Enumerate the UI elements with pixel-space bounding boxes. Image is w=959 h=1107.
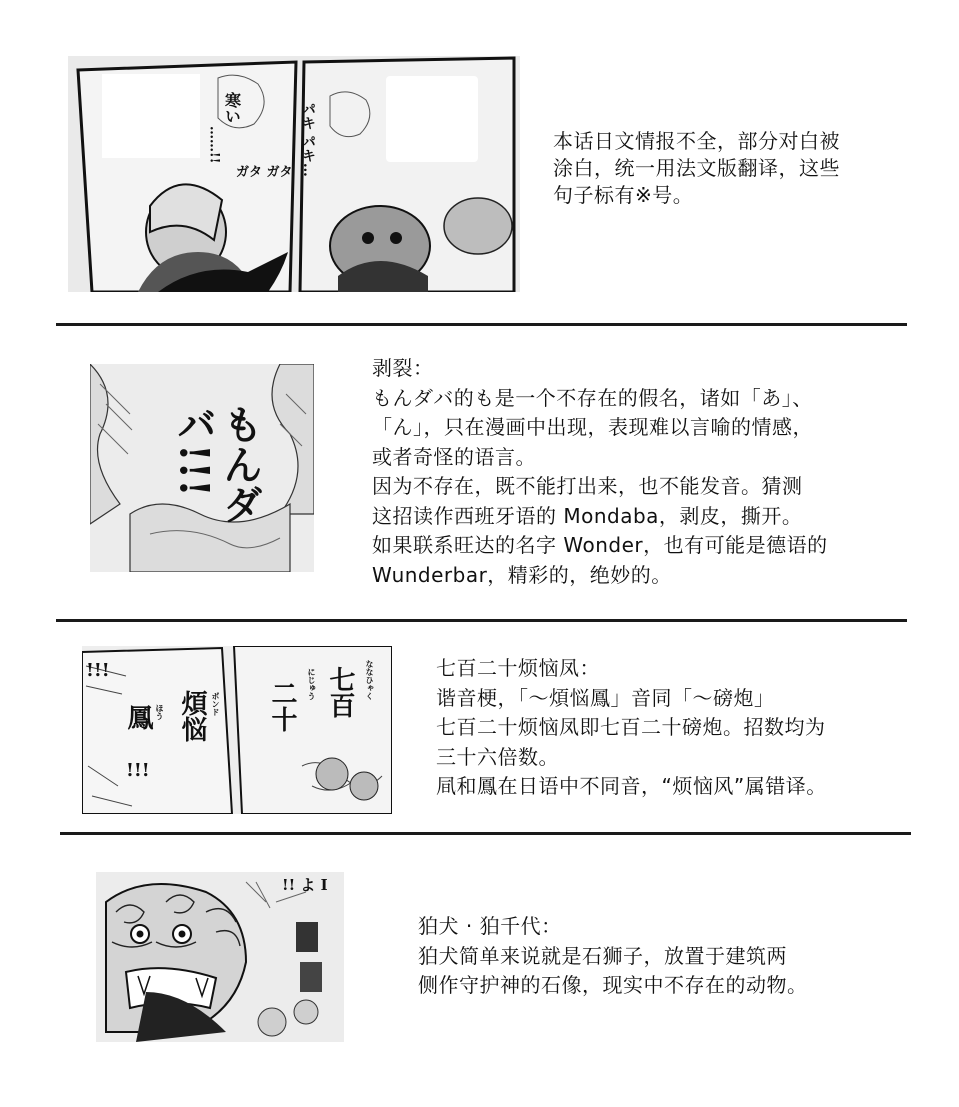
manga-panel-cold-scene (68, 56, 520, 292)
note-line: 涂白，统一用法文版翻译，这些 (553, 156, 840, 180)
exclaim-text-left: !!! (86, 660, 110, 681)
attack-text-bonno: 煩悩 (177, 690, 207, 742)
note-line: 谐音梗，「～煩悩鳳」音同「～磅炮」 (436, 685, 775, 710)
sfx-ba-text: バ!!! (170, 404, 218, 497)
note-line: 狛犬简单来说就是石狮子，放置于建筑两 (418, 943, 787, 968)
note-intro (553, 128, 840, 209)
note-mondaba (372, 354, 828, 590)
note-line: 如果联系旺达的名字 Wonder，也有可能是德语的 (372, 533, 828, 557)
sfx-mondaba-text: もんダ (216, 404, 264, 524)
note-line: 侧作守护神的石像，现实中不存在的动物。 (418, 973, 808, 997)
note-line: 或者奇怪的语言。 (372, 444, 536, 469)
note-line: 因为不存在，既不能打出来，也不能发音。猜测 (372, 474, 803, 498)
ruby-text-nijuu: にじゅう (307, 668, 317, 700)
sfx-gata-text: ガタ ガタ (236, 165, 293, 180)
ruby-text-bond: ボンド (211, 692, 221, 716)
note-line: 「ん」，只在漫画中出现，表现难以言喻的情感， (372, 415, 813, 439)
section-divider (56, 619, 907, 622)
note-line: もんダバ的も是一个不存在的假名，诸如「あ」、 (372, 385, 813, 410)
ruby-text-nanahyaku: ななひゃく (365, 660, 375, 700)
attack-text-ho: 鳳 (123, 704, 153, 730)
attack-text-nijuu: 二十 (267, 680, 297, 732)
note-heading: 剥裂： (372, 356, 434, 380)
sfx-cold-text: 寒い (222, 92, 242, 124)
note-line: 三十六倍数。 (436, 744, 559, 769)
manga-panel-3-art (82, 646, 392, 814)
manga-panel-4-art (96, 872, 344, 1042)
note-heading: 狛犬 · 狛千代： (418, 914, 562, 938)
note-line: 句子标有※号。 (553, 183, 694, 207)
manga-panel-2-art (90, 364, 314, 572)
note-line: 七百二十烦恼凤即七百二十磅炮。招数均为 (436, 715, 826, 739)
exclaim-text-bottom: !!! (126, 760, 150, 781)
sfx-piki-text: パキ パキ… (300, 102, 316, 177)
manga-panel-mondaba (90, 364, 314, 572)
note-komainu (418, 912, 808, 1001)
note-720-bonno (436, 654, 827, 802)
manga-panel-1-art (68, 56, 520, 292)
note-line: 本话日文情报不全，部分对白被 (553, 129, 840, 153)
note-line: 凬和鳳在日语中不同音，“烦恼风”属错译。 (436, 774, 827, 798)
ruby-text-ho: ほう (155, 704, 165, 720)
sfx-dots-text: ……!! (206, 126, 222, 164)
sfx-top-text: !! よ I (282, 876, 328, 894)
note-heading: 七百二十烦恼凤： (436, 656, 600, 680)
note-line: Wunderbar，精彩的，绝妙的。 (372, 562, 672, 587)
manga-panel-720-pound-cannon (82, 646, 392, 814)
note-line: 这招读作西班牙语的 Mondaba，剥皮，撕开。 (372, 503, 803, 528)
section-divider (60, 832, 911, 835)
section-divider (56, 323, 907, 326)
attack-text-nanahyaku: 七百 (325, 666, 355, 718)
manga-panel-komainu (96, 872, 344, 1042)
